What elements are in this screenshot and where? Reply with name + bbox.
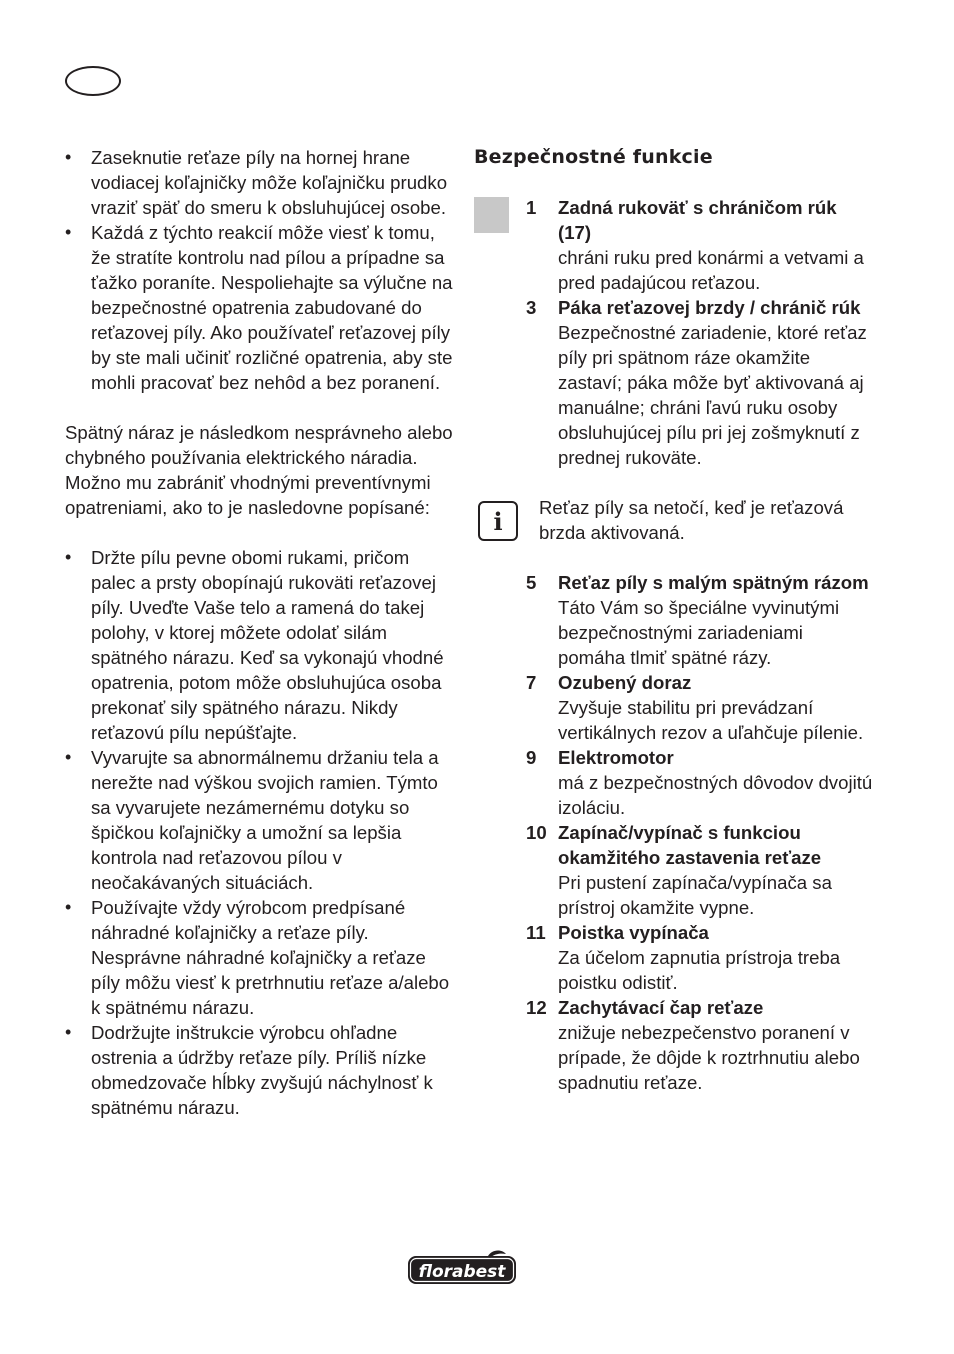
feature-description: chráni ruku pred konármi a vetvami a pred padajúcou reťazou. xyxy=(558,247,864,293)
feature-description: Táto Vám so špeciálne vyvinutými bezpečnostnými zariadeniami pomáha tlmiť spätné rázy. xyxy=(558,597,840,668)
list-item: • Každá z týchto reakcií môže viesť k tomu, že stratíte kontrolu nad pílou a prípadne sa ťažko poraníte. Nespoliehajte sa výlučne na bezpečnostné opatrenia zabudované do reťazovej píly. Ako používateľ reťazovej píly by ste mali učiniť rozličné opatrenia, aby ste mohli pracovať bez nehôd a bez poranení. xyxy=(65,220,455,395)
feature-name: Ozubený doraz xyxy=(558,672,692,693)
feature-item xyxy=(474,570,874,670)
feature-name: Elektromotor xyxy=(558,747,674,768)
feature-name: Páka reťazovej brzdy / chránič rúk xyxy=(558,297,861,318)
list-item: • Vyvarujte sa abnormálnemu držaniu tela a nerežte nad výškou svojich ramien. Týmto sa vyvarujete nezámernému dotyku so špičkou koľajničky a umožní sa lepšia kontrola nad reťazovou pílou v neočakávaných situáciách. xyxy=(65,745,455,895)
feature-number: 1 xyxy=(526,197,537,218)
language-marker-oval xyxy=(65,66,121,96)
feature-description: Pri pustení zapínača/vypínača sa prístroj okamžite vypne. xyxy=(558,872,832,918)
feature-item xyxy=(474,670,874,745)
feature-number: 12 xyxy=(526,997,547,1018)
feature-name: Zapínač/vypínač s funkciou okamžitého zastavenia reťaze xyxy=(558,822,822,868)
list-item: • Dodržujte inštrukcie výrobcu ohľadne ostrenia a údržby reťaze píly. Príliš nízke obmedzovače hĺbky zvyšujú náchylnosť k spätnému nárazu. xyxy=(65,1020,455,1120)
feature-item xyxy=(474,995,874,1095)
feature-description: znižuje nebezpečenstvo poranení v prípade, že dôjde k roztrhnutiu alebo spadnutiu reťaze. xyxy=(558,1022,860,1093)
feature-item xyxy=(474,745,874,820)
florabest-logo xyxy=(406,1250,518,1286)
feature-name: Zachytávací čap reťaze xyxy=(558,997,764,1018)
right-column xyxy=(474,145,874,1095)
feature-item xyxy=(474,920,874,995)
feature-item xyxy=(474,195,874,295)
info-note xyxy=(474,495,874,545)
list-item: • Používajte vždy výrobcom predpísané náhradné koľajničky a reťaze píly. Nesprávne náhradné koľajničky a reťaze píly môžu viesť k pretrhnutiu reťaze a/alebo k spätnému nárazu. xyxy=(65,895,455,1020)
feature-item xyxy=(474,295,874,470)
list-item: • Držte pílu pevne obomi rukami, pričom palec a prsty obopínajú rukoväti reťazovej píly. Uveďte Vaše telo a ramená do takej polohy, v ktorej môžete odolať silám spätného nárazu. Keď sa vykonajú vhodné opatrenia, potom môže obsluhujúca osoba prekonať sily spätného nárazu. Nikdy reťazovú pílu nepúšťajte. xyxy=(65,545,455,745)
bullet-list-bottom xyxy=(65,545,455,1120)
bullet-list-top xyxy=(65,145,455,395)
feature-number: 7 xyxy=(526,672,537,693)
feature-number: 9 xyxy=(526,747,537,768)
feature-list-a xyxy=(474,195,874,470)
feature-description: Bezpečnostné zariadenie, ktoré reťaz píly pri spätnom ráze okamžite zastaví; páka môže byť aktivovaná aj manuálne; chráni ľavú ruku osoby obsluhujúcej pílu pri jej zošmyknutí z prednej rukoväte. xyxy=(558,322,867,468)
kickback-paragraph: Spätný náraz je následkom nesprávneho alebo chybného používania elektrického náradia. Možno mu zabrániť vhodnými preventívnymi opatreniami, ako to je nasledovne popísané: xyxy=(65,422,453,518)
info-note-text: Reťaz píly sa netočí, keď je reťazová brzda aktivovaná. xyxy=(539,497,844,543)
info-icon: i xyxy=(478,501,518,541)
left-column xyxy=(65,145,455,1120)
feature-description: Za účelom zapnutia prístroja treba poistku odistiť. xyxy=(558,947,841,993)
feature-description: Zvyšuje stabilitu pri prevádzaní vertikálnych rezov a uľahčuje pílenie. xyxy=(558,697,864,743)
logo-text: florabest xyxy=(418,1262,506,1282)
list-item: • Zaseknutie reťaze píly na hornej hrane vodiacej koľajničky môže koľajničku prudko vraziť späť do smeru k obsluhujúcej osobe. xyxy=(65,145,455,220)
feature-item xyxy=(474,820,874,920)
feature-name: Zadná rukoväť s chráničom rúk (17) xyxy=(558,197,837,243)
feature-number: 3 xyxy=(526,297,537,318)
feature-name: Poistka vypínača xyxy=(558,922,709,943)
feature-name: Reťaz píly s malým spätným rázom xyxy=(558,572,869,593)
feature-number: 10 xyxy=(526,822,547,843)
feature-list-b xyxy=(474,570,874,1095)
section-title: Bezpečnostné funkcie xyxy=(474,146,713,168)
feature-description: má z bezpečnostných dôvodov dvojitú izoláciu. xyxy=(558,772,873,818)
feature-number: 11 xyxy=(526,922,546,943)
feature-number: 5 xyxy=(526,572,537,593)
